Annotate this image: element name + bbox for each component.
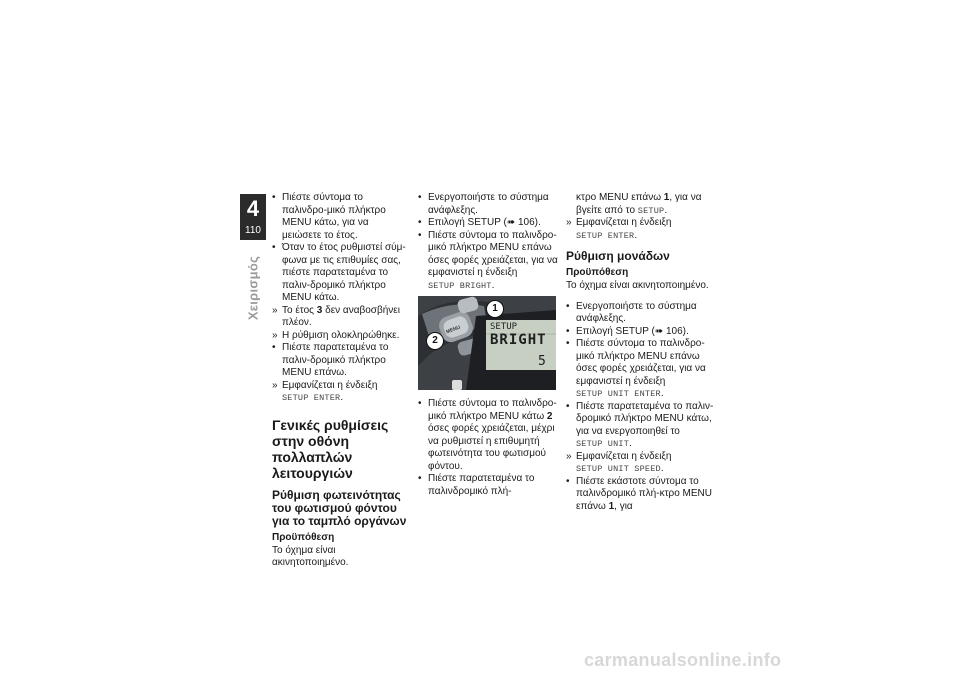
step-bullet: • Επιλογή SETUP (➠ 106). (566, 326, 714, 339)
lcd-value: 5 (538, 354, 546, 369)
page-number: 110 (245, 225, 261, 236)
display-code: SETUP ENTER. (576, 229, 638, 241)
lcd-bright-label: BRIGHT (490, 332, 547, 348)
step-bullet: • Πιέστε παρατεταμένα το παλιν-δρομικό πλήκτρο MENU κάτω, για να ενεργοποιηθεί το (566, 401, 714, 439)
step-bullet: • Πιέστε σύντομα το παλινδρο-μικό πλήκτρο MENU επάνω όσες φορές χρειάζεται, για να εμφανιστεί η ένδειξη (418, 230, 558, 280)
precondition-text: Το όχημα είναι ακινητοποιημένο. (566, 280, 709, 291)
section-title-vertical (242, 248, 264, 328)
step-bullet: • Ενεργοποιήστε το σύστημα ανάφλεξης. (566, 301, 714, 326)
result-line: » Εμφανίζεται η ένδειξη (566, 451, 714, 464)
watermark: carmanualsonline.info (584, 650, 782, 670)
display-code: SETUP ENTER. (282, 392, 344, 403)
column-2 (418, 192, 558, 498)
precondition-heading: Προϋπόθεση (566, 267, 629, 278)
result-line: » Εμφανίζεται η ένδειξη (272, 380, 410, 393)
display-code: SETUP UNIT. (576, 438, 632, 449)
precondition-heading: Προϋπόθεση (272, 531, 335, 543)
result-line: » Η ρύθμιση ολοκληρώθηκε. (272, 330, 410, 343)
subsection-heading: Ρύθμιση φωτεινότητας του φωτισμού φόντου για το ταμπλό οργάνων (272, 487, 407, 528)
menu-button-label: MENU (445, 324, 462, 336)
column-1 (272, 192, 410, 570)
chapter-number: 4 (246, 196, 260, 221)
instrument-photo (418, 296, 556, 390)
precondition-text: Το όχημα είναι ακινητοποιημένο. (272, 544, 349, 568)
result-line: » Το έτος 3 δεν αναβοσβήνει πλέον. (272, 305, 410, 330)
step-bullet: • Ενεργοποιήστε το σύστημα ανάφλεξης. (418, 192, 558, 217)
step-bullet: • Πιέστε εκάστοτε σύντομα το παλινδρομικό πλή-κτρο MENU επάνω 1, για (566, 476, 714, 514)
result-line: » Εμφανίζεται η ένδειξη (566, 217, 714, 230)
display-code: SETUP BRIGHT. (428, 279, 495, 291)
chapter-tab (240, 194, 266, 240)
step-bullet: • Επιλογή SETUP (➠ 106). (418, 217, 558, 230)
step-bullet: • Πιέστε παρατεταμένα το παλιν-δρομικό πλήκτρο MENU επάνω. (272, 342, 410, 380)
section-heading: Γενικές ρυθμίσεις στην οθόνη πολλαπλών λειτουργιών (272, 416, 389, 481)
step-bullet: • Πιέστε σύντομα το παλινδρο-μικό πλήκτρο MENU κάτω, για να μειώσετε το έτος. (272, 192, 410, 242)
step-bullet: • Πιέστε παρατεταμένα το παλινδρομικό πλή- (418, 473, 558, 498)
step-bullet: • Όταν το έτος ρυθμιστεί σύμ-φωνα με τις επιθυμίες σας, πιέστε παρατεταμένα το παλιν-δρομικό πλήκτρο MENU κάτω. (272, 242, 410, 305)
lcd-setup-label: SETUP (490, 322, 518, 332)
step-bullet: • Πιέστε σύντομα το παλινδρο-μικό πλήκτρο MENU κάτω 2 όσες φορές χρειάζεται, μέχρι να ρυθμιστεί η επιθυμητή φωτεινότητα του φωτισμού φόντου. (418, 398, 558, 473)
section-title: Χειρισμός (245, 255, 261, 321)
callout-1: 1 (486, 300, 504, 318)
continued-text: κτρο MENU επάνω 1, για να βγείτε από το SETUP. (576, 192, 702, 216)
display-code: SETUP UNIT SPEED. (576, 463, 664, 474)
display-code: SETUP UNIT ENTER. (576, 388, 664, 399)
step-bullet: • Πιέστε σύντομα το παλινδρο-μικό πλήκτρο MENU επάνω όσες φορές χρειάζεται, για να εμφανιστεί η ένδειξη (566, 338, 714, 388)
callout-2: 2 (426, 332, 444, 350)
column-3 (566, 192, 714, 513)
subsection-heading: Ρύθμιση μονάδων (566, 249, 670, 263)
